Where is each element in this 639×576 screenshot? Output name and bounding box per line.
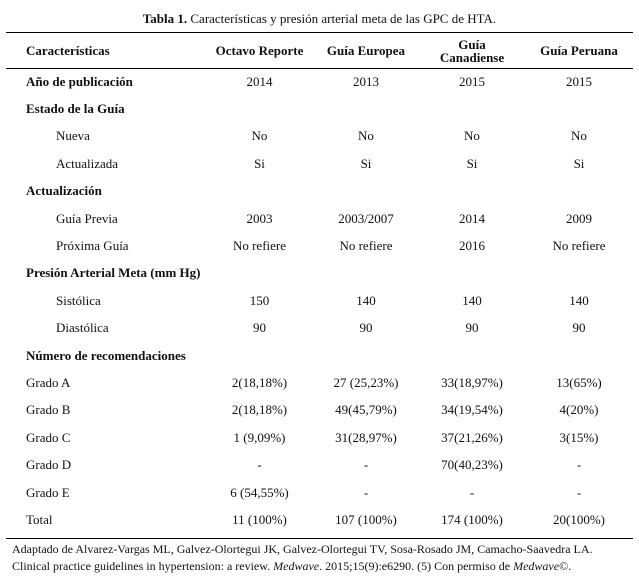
table-cell: 37(21,26%): [441, 429, 503, 445]
row-label: Estado de la Guía: [26, 101, 125, 117]
table-cell: [313, 342, 419, 369]
table-row: [6, 150, 633, 177]
table-cell: Si: [466, 155, 478, 171]
footnote-text: . 2015;15(9):e6290. (5) Con permiso de: [319, 559, 514, 573]
row-label: Grado C: [26, 429, 71, 445]
table-cell: [206, 95, 313, 122]
table-cell: [313, 178, 419, 205]
table-cell: 3(15%): [559, 429, 599, 445]
column-header: Guía Peruana: [540, 43, 618, 58]
table-cell: 2009: [566, 210, 592, 226]
table-cell: [525, 342, 633, 369]
table-row: [6, 205, 633, 232]
table-cell: 90: [359, 320, 373, 336]
row-label: Presión Arterial Meta (mm Hg): [26, 265, 201, 281]
table-cell: 13(65%): [556, 374, 602, 390]
table-cell: -: [363, 484, 369, 500]
table-cell: Si: [254, 155, 265, 171]
table-cell: [206, 260, 313, 287]
row-label: Grado D: [26, 457, 72, 473]
table-row: [6, 232, 633, 259]
row-label: Guía Previa: [56, 210, 118, 226]
table-cell: 2(18,18%): [231, 402, 288, 418]
table-cell: [206, 178, 313, 205]
journal-name: Medwave: [273, 559, 320, 573]
footnote-line-1: Adaptado de Alvarez-Vargas ML, Galvez-Olortegui JK, Galvez-Olortegui TV, Sosa-Rosado JM, Camacho-Saavedra LA.: [12, 542, 593, 556]
journal-name: Medwave: [513, 559, 560, 573]
table-row: [6, 315, 633, 342]
row-label: Número de recomendaciones: [26, 347, 186, 363]
table-cell: 2003: [246, 210, 273, 226]
table-row: [6, 424, 633, 451]
footnote-text: Clinical practice guidelines in hypertension: a review.: [12, 559, 274, 573]
table-cell: Si: [360, 155, 372, 171]
table-cell: 140: [569, 292, 589, 308]
row-label: Año de publicación: [26, 73, 133, 89]
table-cell: No refiere: [552, 238, 606, 254]
table-cell: No: [571, 128, 587, 144]
table-cell: [419, 342, 525, 369]
table-cell: [419, 178, 525, 205]
table-cell: No: [464, 128, 480, 144]
column-header: Octavo Reporte: [215, 43, 304, 58]
table-row: [6, 451, 633, 478]
section-row: [6, 342, 633, 369]
table-cell: 140: [462, 292, 482, 308]
table-cell: [419, 95, 525, 122]
row-label: Total: [26, 511, 53, 527]
table-cell: [525, 178, 633, 205]
table-cell: 2015: [459, 73, 485, 89]
table-cell: [525, 260, 633, 287]
table-cell: Si: [573, 155, 585, 171]
table-cell: 1 (9,09%): [233, 429, 286, 445]
table-cell: [313, 95, 419, 122]
row-label: Grado A: [26, 374, 71, 390]
table-cell: 2014: [246, 73, 273, 89]
row-label: Nueva: [56, 128, 90, 144]
section-row: [6, 260, 633, 287]
table-cell: 11 (100%): [232, 511, 287, 527]
caption-text: Características y presión arterial meta de las GPC de HTA.: [190, 11, 497, 26]
table-cell: [419, 260, 525, 287]
caption-label: Tabla 1.: [142, 11, 188, 26]
table-cell: [525, 95, 633, 122]
table-cell: 33(18,97%): [441, 374, 503, 390]
header-row: [6, 33, 633, 68]
table-cell: -: [363, 457, 369, 473]
table-cell: 150: [249, 292, 270, 308]
table-row: [6, 287, 633, 314]
section-row: [6, 178, 633, 205]
table-cell: 2003/2007: [338, 210, 394, 226]
table-cell: -: [257, 457, 262, 473]
table-cell: 34(19,54%): [441, 402, 503, 418]
table-cell: No: [358, 128, 374, 144]
row-label: Próxima Guía: [56, 238, 129, 254]
row-label: Sistólica: [56, 292, 101, 308]
table-row: [6, 506, 633, 533]
footnote-line-2: [12, 558, 632, 575]
table-cell: 31(28,97%): [335, 429, 397, 445]
table-cell: 49(45,79%): [335, 402, 397, 418]
table-cell: 107 (100%): [335, 511, 397, 527]
table-cell: 174 (100%): [441, 511, 503, 527]
section-row: [6, 68, 633, 95]
section-row: [6, 95, 633, 122]
table-cell: 2(18,18%): [231, 374, 288, 390]
table-cell: No: [251, 128, 268, 144]
table-cell: 90: [465, 320, 479, 336]
row-label: Grado B: [26, 402, 71, 418]
column-header: Características: [26, 43, 110, 58]
table-cell: -: [576, 457, 582, 473]
footnote-text: ©.: [559, 559, 572, 573]
table-caption: [0, 11, 639, 27]
table-cell: 90: [253, 320, 266, 336]
table-cell: [313, 260, 419, 287]
table-cell: -: [469, 484, 475, 500]
row-label: Grado E: [26, 484, 70, 500]
table-cell: 27 (25,23%): [333, 374, 399, 390]
table-cell: No refiere: [232, 238, 287, 254]
table-cell: -: [576, 484, 582, 500]
bottom-rule: [6, 538, 633, 539]
column-header: Guía Europea: [326, 43, 406, 58]
row-label: Diastólica: [56, 320, 109, 336]
table-cell: No refiere: [339, 238, 393, 254]
table-row: [6, 479, 633, 506]
table-body: [6, 68, 633, 534]
table-cell: 70(40,23%): [441, 457, 503, 473]
row-label: Actualizada: [56, 155, 119, 171]
table-cell: 2013: [353, 73, 379, 89]
column-header: Guía Canadiense: [439, 36, 505, 65]
table-cell: 2014: [459, 210, 485, 226]
table-cell: 20(100%): [553, 511, 605, 527]
table-row: [6, 369, 633, 396]
table-cell: 2015: [566, 73, 592, 89]
row-label: Actualización: [26, 183, 102, 199]
table-row: [6, 123, 633, 150]
table-cell: 6 (54,55%): [230, 484, 289, 500]
table-cell: [206, 342, 313, 369]
table-cell: 90: [572, 320, 586, 336]
table-cell: 2016: [459, 238, 485, 254]
table-cell: 140: [356, 292, 376, 308]
characteristics-table: [6, 33, 633, 534]
table-row: [6, 397, 633, 424]
table-cell: 4(20%): [559, 402, 599, 418]
table-footnote: [12, 541, 632, 575]
